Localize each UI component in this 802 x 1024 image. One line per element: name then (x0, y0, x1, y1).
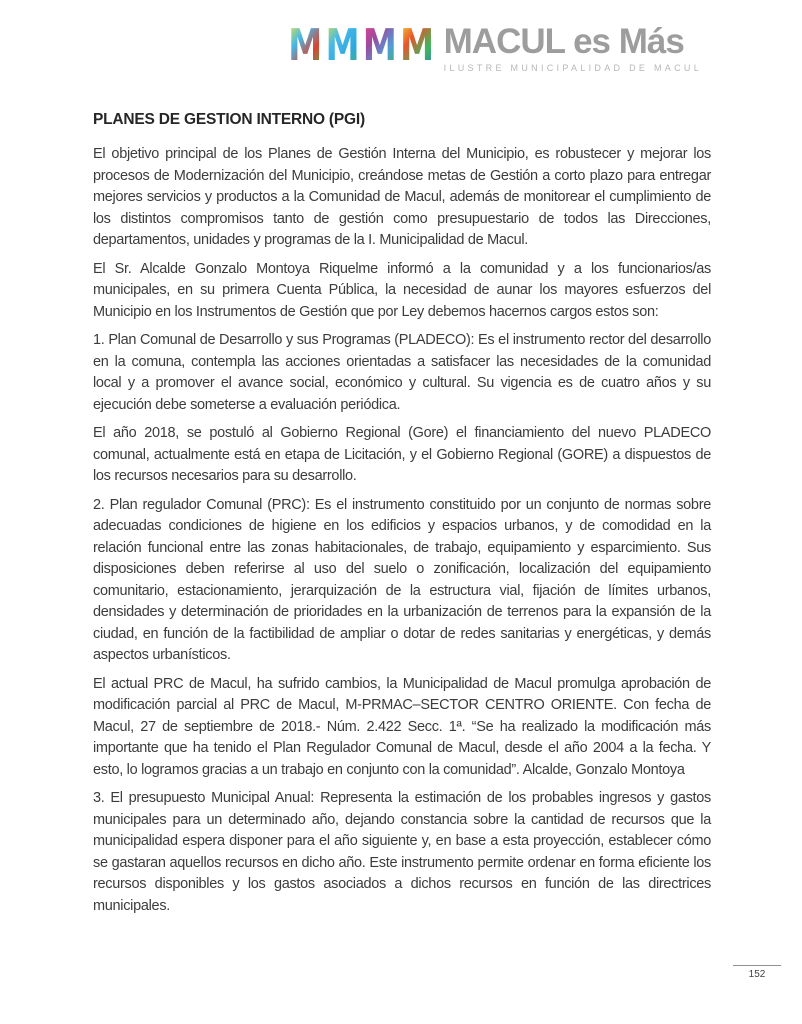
logo-monogram-mmmm-icon (288, 20, 435, 71)
document-heading: PLANES DE GESTION INTERNO (PGI) (93, 111, 365, 128)
logo-m-icon: M (363, 20, 398, 71)
page-footer (733, 965, 781, 980)
paragraph-presupuesto-municipal: 3. El presupuesto Municipal Anual: Representa la estimación de los probables ingresos y gastos municipales para un determinado año, dejando constancia sobre la cantidad de recursos que la municipalidad espera disponer para el año siguiente y, en base a esta proyección, establecer cómo se gastaran aquellos recursos en dicho año. Este instrumento permite ordenar en forma eficiente los recursos disponibles y los gastos asociados a dichos recursos en función de las directrices municipales. (93, 790, 711, 914)
page-number: 152 (748, 969, 766, 980)
paragraph-pladeco: 1. Plan Comunal de Desarrollo y sus Programas (PLADECO): Es el instrumento rector del desarrollo en la comuna, contempla las acciones orientadas a satisfacer las necesidades de la comunidad local y a promover el avance social, económico y cultural. Su vigencia es de cuatro años y su ejecución debe someterse a evaluación periódica. (93, 332, 711, 413)
logo-m-icon: M (288, 20, 323, 71)
logo-title: MACUL es Más (443, 22, 684, 61)
logo-m-icon: M (400, 20, 435, 71)
paragraph-prc: 2. Plan regulador Comunal (PRC): Es el instrumento constituido por un conjunto de normas sobre adecuadas condiciones de higiene en los edificios y espacios urbanos, y de comodidad en la relación funcional entre las zonas habitacionales, de trabajo, equipamiento y esparcimiento. Sus disposiciones deben referirse al uso del suelo o zonificación, localización del equipamiento comunitario, estacionamiento, jerarquización de la estructura vial, fijación de límites urbanos, densidades y determinación de prioridades en la urbanización de terrenos para la expansión de la ciudad, en función de la factibilidad de ampliar o dotar de redes sanitarias y energéticas, y demás aspectos urbanísticos. (93, 496, 711, 663)
document-body (93, 110, 711, 924)
logo-m-icon: M (325, 20, 361, 71)
logo-text-block (444, 22, 702, 73)
paragraph-alcalde-cuenta-publica: El Sr. Alcalde Gonzalo Montoya Riquelme informó a la comunidad y a los funcionarios/as municipales, en su primera Cuenta Pública, la necesidad de aunar los mayores esfuerzos del Municipio en los Instrumentos de Gestión que por Ley debemos hacernos cargos estos son: (93, 260, 711, 320)
paragraph-objective: El objetivo principal de los Planes de Gestión Interna del Municipio, es robustecer y mejorar los procesos de Modernización del Municipio, creándose metas de Gestión a corto plazo para entregar mejores servicios y productos a la Comunidad de Macul, además de monitorear el cumplimiento de los distintos compromisos tanto de gestión como presupuestario de todos las Direcciones, departamentos, unidades y programas de la I. Municipalidad de Macul. (93, 146, 711, 248)
logo-subtitle: ILUSTRE MUNICIPALIDAD DE MACUL (443, 63, 702, 73)
paragraph-gore-financiamiento: El año 2018, se postuló al Gobierno Regional (Gore) el financiamiento del nuevo PLADECO comunal, actualmente está en etapa de Licitación, y el Gobierno Regional (GORE) a dispuestos de los recursos necesarios para su desarrollo. (93, 425, 711, 484)
municipality-logo (247, 22, 702, 73)
paragraph-prc-modificacion: El actual PRC de Macul, ha sufrido cambios, la Municipalidad de Macul promulga aprobación de modificación parcial al PRC de Macul, M-PRMAC–SECTOR CENTRO ORIENTE. Con fecha de Macul, 27 de septiembre de 2018.- Núm. 2.422 Secc. 1ª. “Se ha realizado la modificación más importante que ha tenido el Plan Regulador Comunal de Macul, desde el año 2004 a la fecha. Y esto, lo logramos gracias a un trabajo en conjunto con la comunidad”. Alcalde, Gonzalo Montoya (93, 675, 711, 778)
